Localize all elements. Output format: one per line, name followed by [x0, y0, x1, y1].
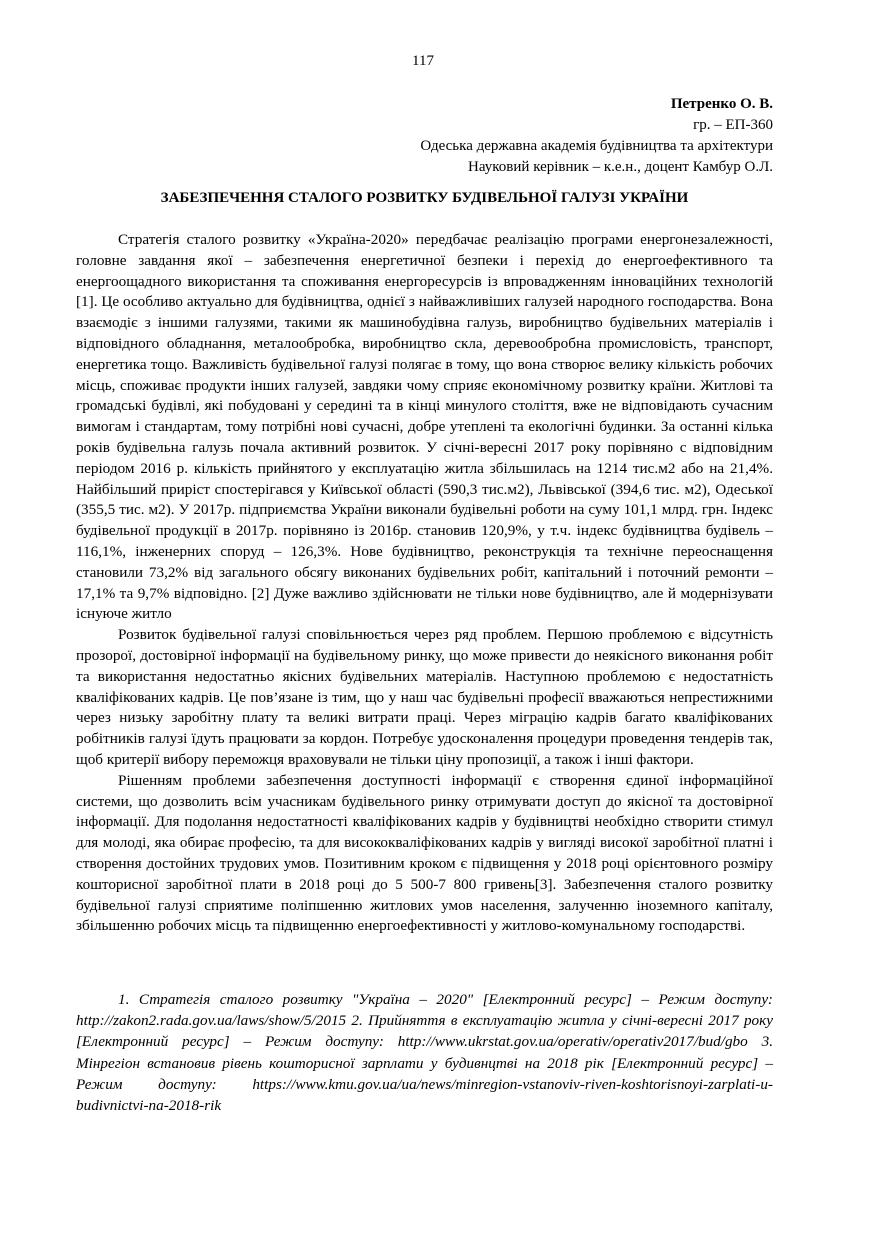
paragraph: Рішенням проблеми забезпечення доступності інформації є створення єдиної інформаційної системи, що дозволить всім учасникам будівельного ринку отримувати доступ до якісної та достовірної інформації. Для подолання недостатності кваліфікованих кадрів у будівництві необхідно створити стимул для молоді, яка обирає професію, та для висококваліфікованих кадрів у вигляді високої заробітної платні і створення достойних трудових умов. Позитивним кроком є підвищення у 2018 році орієнтовного розміру кошторисної заробітної плати в 2018 році до 5 500-7 800 гривень[3]. Забезпечення сталого розвитку будівельної галузі сприятиме поліпшенню житлових умов населення, залученню іноземного капіталу, збільшенню робочих місць та підвищенню енергоефективності у житлово-комунальному господарстві.: [76, 771, 773, 935]
paragraph: Стратегія сталого розвитку «Україна-2020» передбачає реалізацію програми енергонезалежності, головне завдання якої – забезпечення енергетичної безпеки і перехід до енергоефективного та енергоощадного використання та споживання енергоресурсів із впровадженням інноваційних технологій [1]. Це особливо актуально для будівництва, однієї з найважливіших галузей народного господарства. Вона взаємодіє з іншими галузями, такими як машинобудівна галузь, виробництво будівельних матеріалів і відповідного обладнання, металообробка, виробництво скла, деревообробна промисловість, транспорт, енергетика тощо. Важливість будівельної галузі полягає в тому, що вона створює велику кількість робочих місць, споживає продукти інших галузей, завдяки чому сприяє економічному розвитку країни. Житлові та громадські будівлі, які побудовані у середині та в кінці минулого століття, вже не відповідають сучасним вимогам і стандартам, тому потрібні нові сучасні, добре утеплені та екологічні будинки. За останні кілька років будівельна галузь почала активний розвиток. У січні-вересні 2017 року порівняно с відповідним періодом 2016 р. кількість прийнятого у експлуатацію житла збільшилась на 1214 тис.м2 або на 21,4%. Найбільший приріст спостерігався у Київської області (590,3 тис.м2), Львівської (394,6 тис. м2), Одеської (355,5 тис. м2). У 2017р. підприємства України виконали будівельні роботи на суму 101,1 млрд. грн. Індекс будівельної продукції в 2017р. порівняно із 2016р. становив 120,9%, у т.ч. індекс будівництва будівель – 116,1%, інженерних споруд – 126,3%. Нове будівництво, реконструкція та технічне переоснащення становили 73,2% від загального обсягу виконаних будівельних робіт, капітальний і поточний ремонти – 17,1% та 9,7% відповідно. [2] Дуже важливо здійснювати не тільки нове будівництво, але й модернізувати існуюче житло: [76, 231, 773, 623]
author-supervisor: Науковий керівник – к.е.н., доцент Камбур О.Л.: [468, 159, 773, 175]
page-number: 117: [412, 53, 434, 69]
author-group: гр. – ЕП-360: [693, 117, 773, 133]
author-name: Петренко О. В.: [670, 96, 773, 112]
paragraph: Розвиток будівельної галузі сповільнюється через ряд проблем. Першою проблемою є відсутність прозорої, достовірної інформації на будівельному ринку, що може привести до неякісного виконання робіт та використання недостатньо якісних будівельних матеріалів. Наступною проблемою є недостатність кваліфікованих кадрів. Це пов’язане із тим, що у наш час будівельні професії вважаються непрестижними через низьку заробітну плату та великі витрати праці. Через міграцію кадрів багато кваліфікованих робітників галузі їдуть працювати за кордон. Потребує удосконалення процедури проведення тендерів так, щоб критерії вибору переможця враховували не тільки ціну пропозиції, а також і інші фактори.: [76, 626, 773, 768]
author-block: [253, 94, 773, 178]
references: 1. Стратегія сталого розвитку "Україна – 2020" [Електронний ресурс] – Режим доступу: http://zakon2.rada.gov.ua/laws/show/5/2015 2. Прийняття в експлуатацію житла у січні-вересні 2017 року [Електронний ресурс] – Режим доступу: http://www.ukrstat.gov.ua/operativ/operativ2017/bud/gbo 3. Мінрегіон встановив рівень кошторисної зарплати у будивнцтві на 2018 рік [Електронний ресурс] – Режим доступу: https://www.kmu.gov.ua/ua/news/minregion-vstanoviv-riven-koshtorisnoyi-zarplati-u-budivnictvi-na-2018-rik: [76, 991, 773, 1115]
article-body: [76, 230, 773, 937]
author-institution: Одеська державна академія будівництва та архітектури: [420, 138, 773, 154]
article-title: ЗАБЕЗПЕЧЕННЯ СТАЛОГО РОЗВИТКУ БУДІВЕЛЬНОЇ ГАЛУЗІ УКРАЇНИ: [160, 190, 689, 206]
